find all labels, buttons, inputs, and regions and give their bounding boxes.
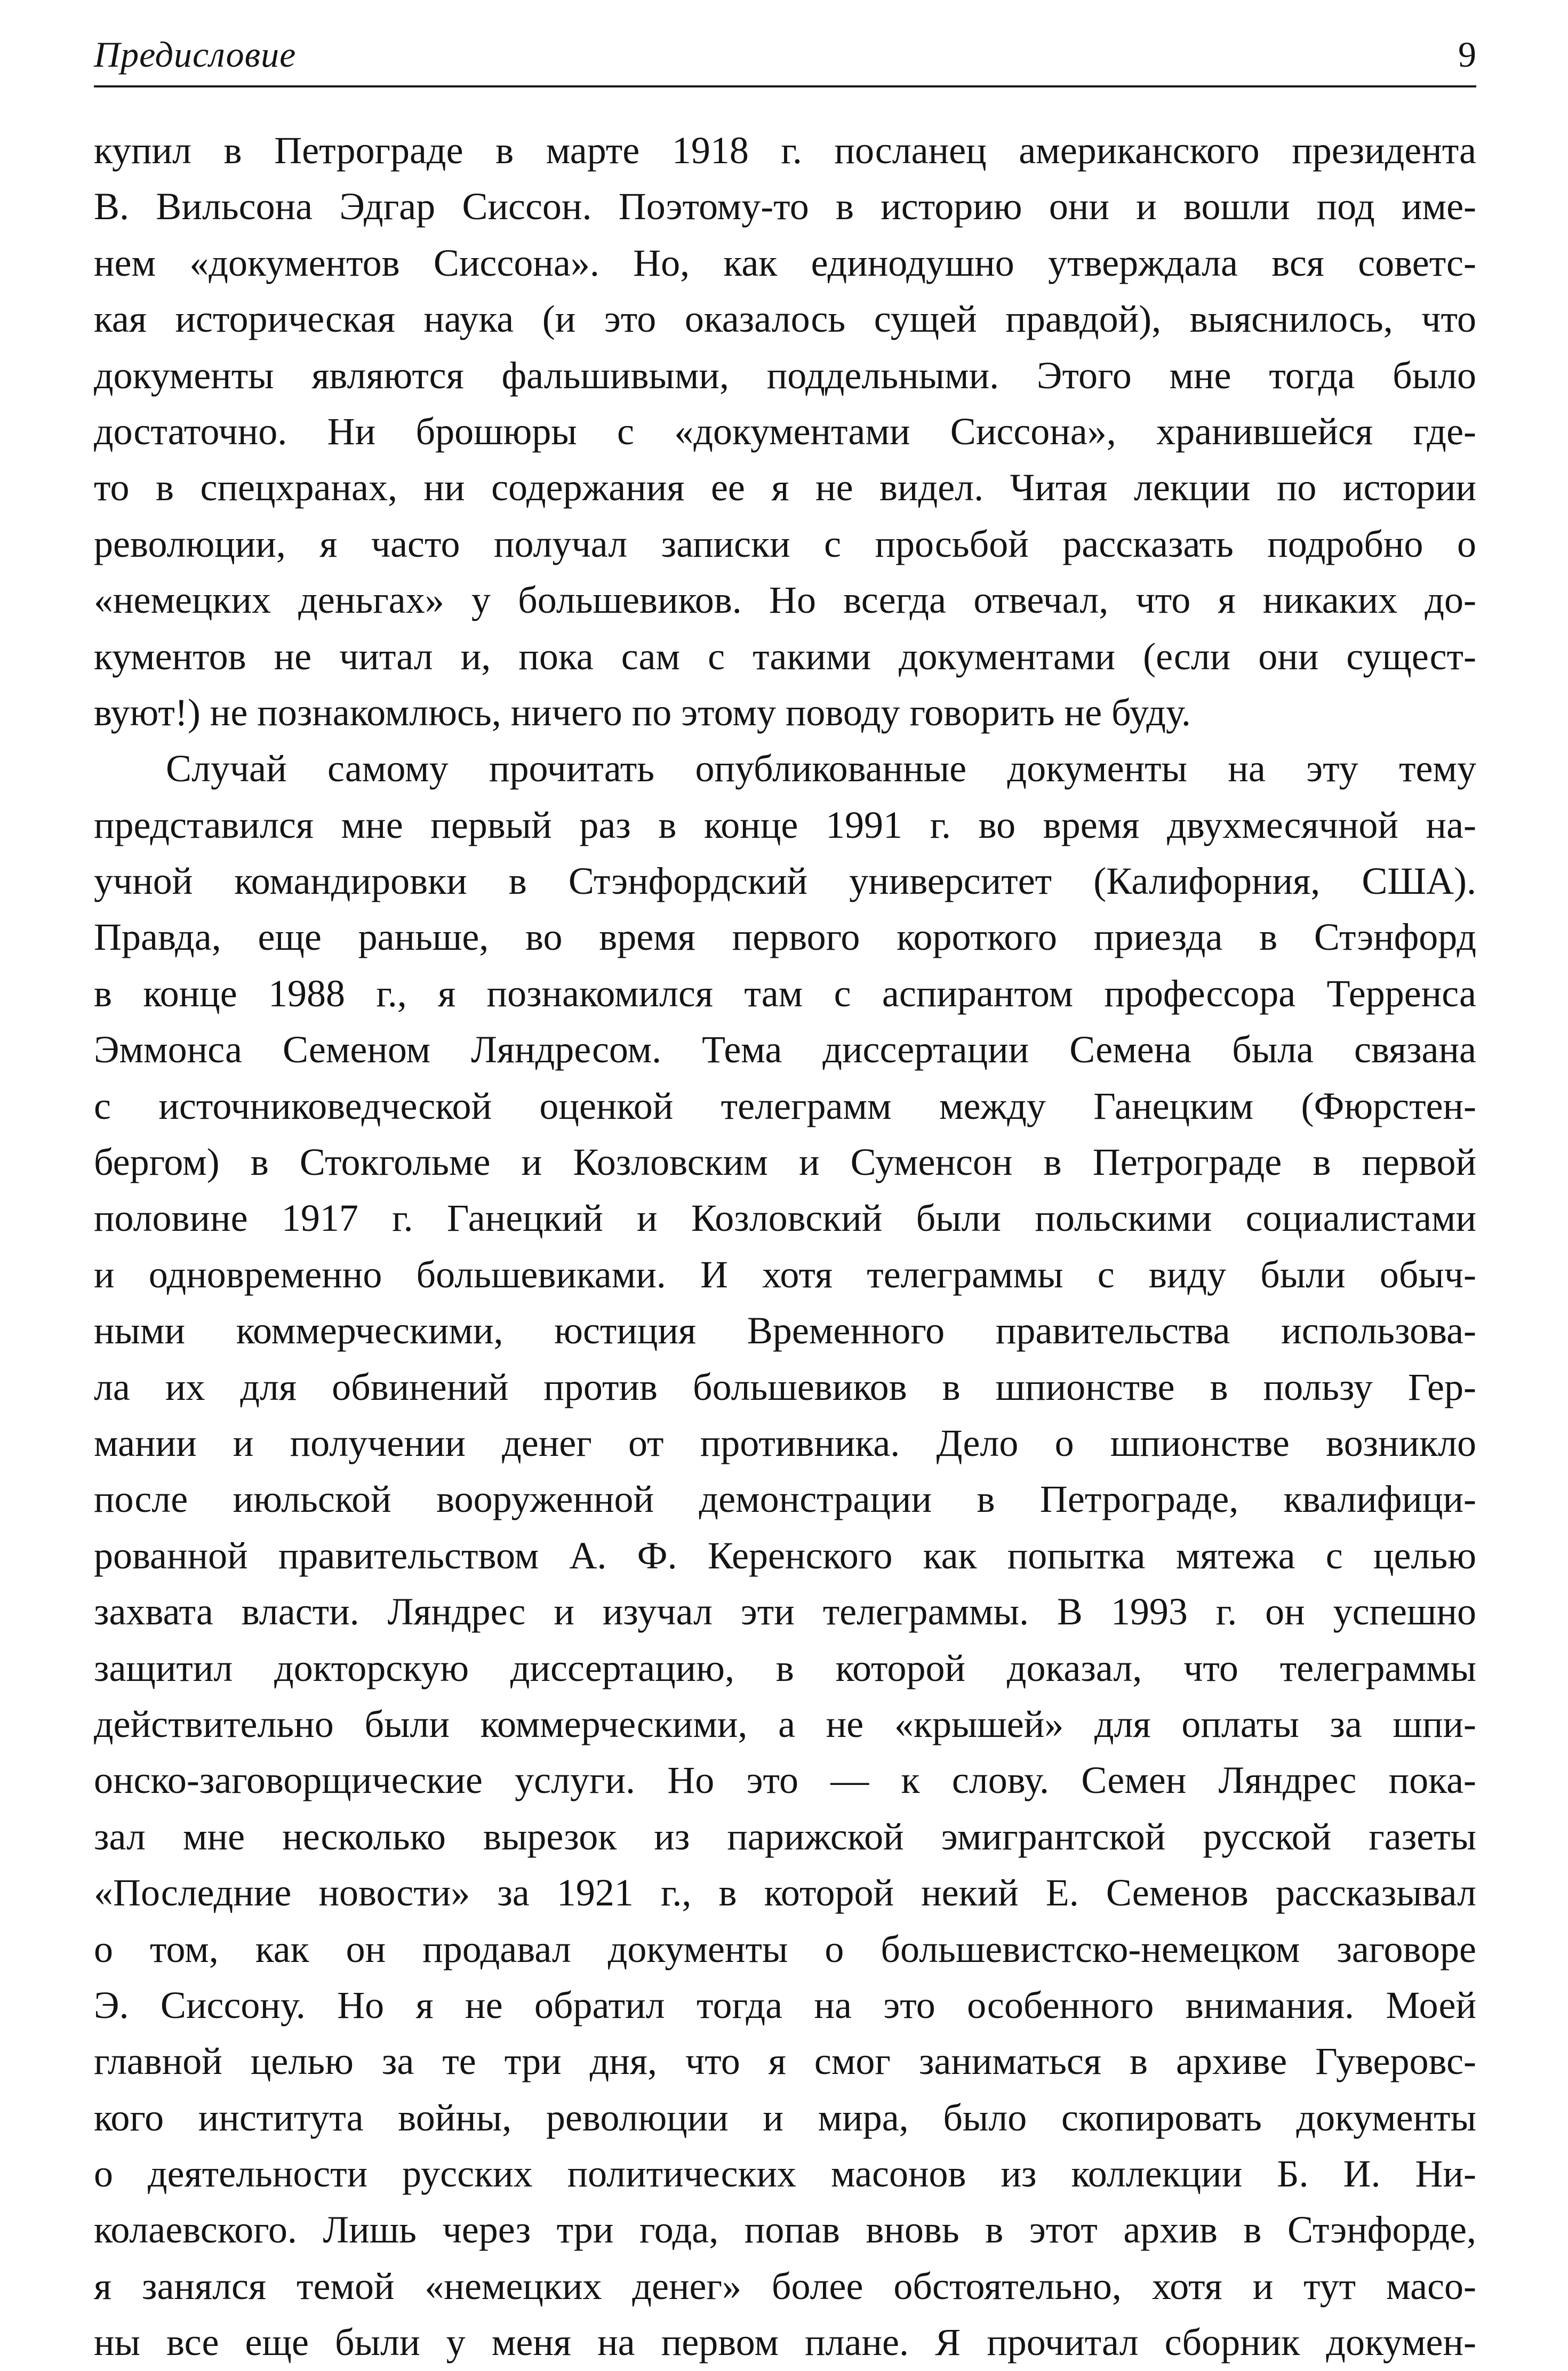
text-line: «немецких деньгах» у большевиков. Но всегда отвечал, что я никаких до- [94, 579, 1476, 622]
text-line: ла их для обвинений против большевиков в шпионстве в пользу Гер- [94, 1365, 1476, 1408]
page-number: 9 [1458, 34, 1476, 75]
text-line: бергом) в Стокгольме и Козловским и Суменсон в Петрограде в первой [94, 1141, 1476, 1184]
text-line: «Последние новости» за 1921 г., в которой некий Е. Семенов рассказывал [94, 1871, 1476, 1915]
running-header-title: Предисловие [94, 34, 297, 75]
text-line: Э. Сиссону. Но я не обратил тогда на это особенного внимания. Моей [94, 1983, 1476, 2026]
text-line: зал мне несколько вырезок из парижской эмигрантской русской газеты [94, 1815, 1476, 1858]
text-line: документы являются фальшивыми, поддельными. Этого мне тогда было [94, 354, 1476, 397]
text-line: половине 1917 г. Ганецкий и Козловский были польскими социалистами [94, 1197, 1476, 1240]
text-line: ны все еще были у меня на первом плане. Я прочитал сборник докумен- [94, 2321, 1476, 2364]
text-line: колаевского. Лишь через три года, попав вновь в этот архив в Стэнфорде, [94, 2208, 1476, 2252]
text-line: революции, я часто получал записки с просьбой рассказать подробно о [94, 522, 1476, 565]
text-line: захвата власти. Ляндрес и изучал эти телеграммы. В 1993 г. он успешно [94, 1590, 1476, 1633]
text-line: главной целью за те три дня, что я смог заниматься в архиве Гуверовс- [94, 2040, 1476, 2083]
text-line: рованной правительством А. Ф. Керенского как попытка мятежа с целью [94, 1534, 1476, 1577]
running-header [94, 28, 1476, 87]
text-line: Правда, еще раньше, во время первого короткого приезда в Стэнфорд [94, 916, 1476, 959]
text-line: я занялся темой «немецких денег» более обстоятельно, хотя и тут масо- [94, 2264, 1476, 2308]
text-line: кая историческая наука (и это оказалось сущей правдой), выяснилось, что [94, 298, 1476, 341]
text-line: о том, как он продавал документы о большевистско-немецком заговоре [94, 1927, 1476, 1971]
text-line: кого института войны, революции и мира, было скопировать документы [94, 2096, 1476, 2139]
text-line: с источниковедческой оценкой телеграмм между Ганецким (Фюрстен- [94, 1084, 1476, 1127]
text-line: мании и получении денег от противника. Дело о шпионстве возникло [94, 1421, 1476, 1464]
text-line: о деятельности русских политических масонов из коллекции Б. И. Ни- [94, 2152, 1476, 2196]
text-line: вуют!) не познакомлюсь, ничего по этому поводу говорить не буду. [94, 691, 1191, 734]
text-line: после июльской вооруженной демонстрации в Петрограде, квалифици- [94, 1478, 1476, 1521]
text-line: представился мне первый раз в конце 1991 г. во время двухмесячной на- [94, 803, 1476, 846]
text-line: Случай самому прочитать опубликованные документы на эту тему [166, 747, 1476, 790]
text-line: купил в Петрограде в марте 1918 г. посланец американского президента [94, 129, 1476, 172]
text-line: нем «документов Сиссона». Но, как единодушно утверждала вся советс- [94, 241, 1476, 284]
text-line: в конце 1988 г., я познакомился там с аспирантом профессора Терренса [94, 972, 1476, 1015]
text-line: действительно были коммерческими, а не «крышей» для оплаты за шпи- [94, 1702, 1476, 1745]
body-text [94, 123, 1476, 2371]
text-line: и одновременно большевиками. И хотя телеграммы с виду были обыч- [94, 1253, 1476, 1296]
text-line: то в спецхранах, ни содержания ее я не видел. Читая лекции по истории [94, 466, 1476, 509]
text-line: Эммонса Семеном Ляндресом. Тема диссертации Семена была связана [94, 1028, 1476, 1071]
text-line: учной командировки в Стэнфордский университет (Калифорния, США). [94, 860, 1476, 903]
text-line: кументов не читал и, пока сам с такими документами (если они сущест- [94, 635, 1476, 678]
text-line: В. Вильсона Эдгар Сиссон. Поэтому-то в историю они и вошли под име- [94, 185, 1476, 228]
paragraph [94, 741, 1476, 2370]
paragraph [94, 123, 1476, 741]
text-line: защитил докторскую диссертацию, в которой доказал, что телеграммы [94, 1646, 1476, 1689]
text-line: онско-заговорщические услуги. Но это — к слову. Семен Ляндрес пока- [94, 1759, 1476, 1802]
text-line: ными коммерческими, юстиция Временного правительства использова- [94, 1309, 1476, 1352]
text-line: достаточно. Ни брошюры с «документами Сиссона», хранившейся где- [94, 410, 1476, 453]
